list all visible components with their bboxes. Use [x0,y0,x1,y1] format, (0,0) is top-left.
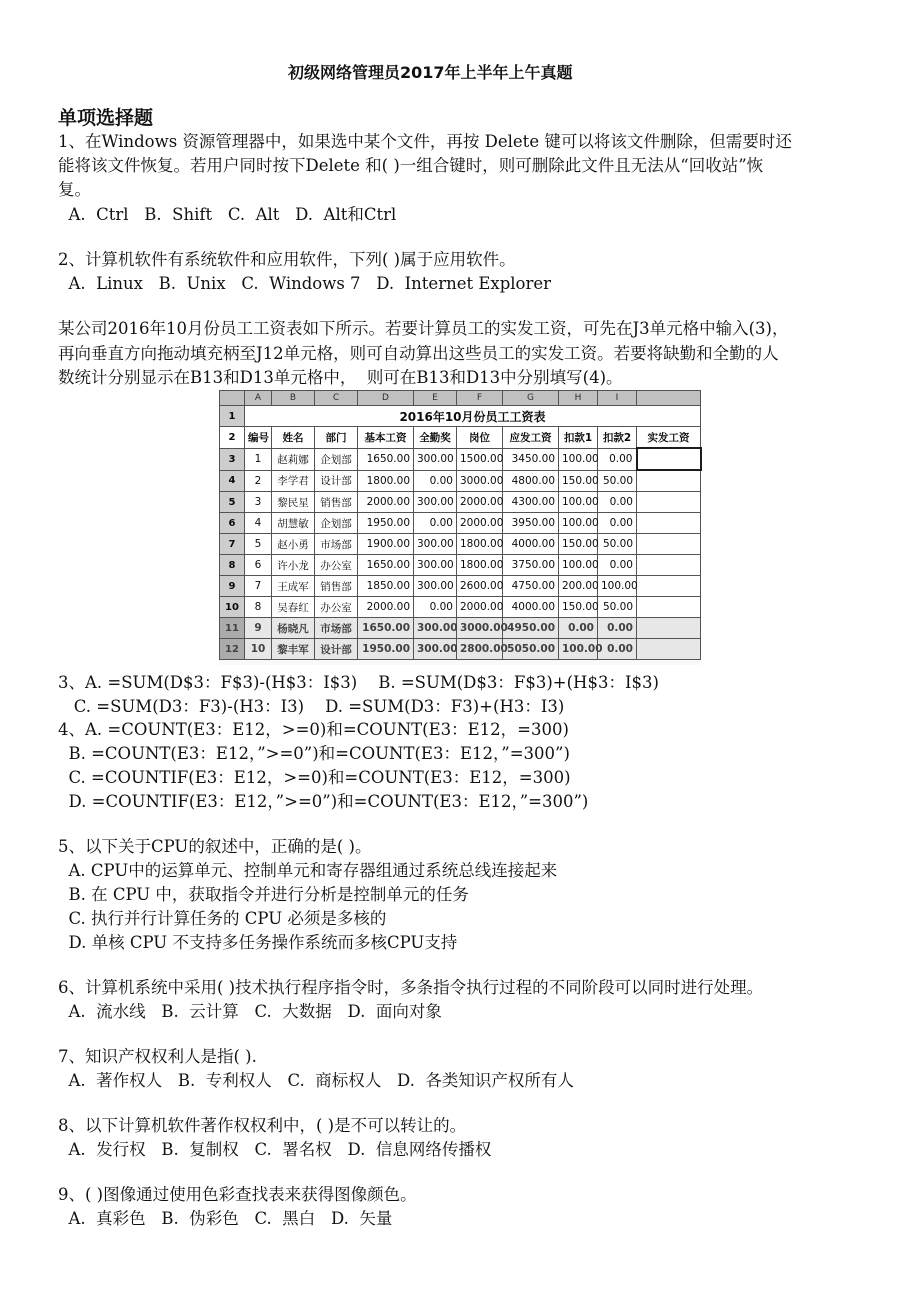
table-cell: 设计部 [315,639,358,660]
header-cell: 岗位 [457,427,503,449]
row-number: 10 [220,597,245,618]
question-4-line-4: D. =COUNTIF(E3：E12，”>=0”)和=COUNT(E3：E12，”=300”) [58,792,589,811]
net-salary-cell [637,618,701,639]
question-7-text: 7、知识产权权利人是指( ). [58,1047,257,1066]
table-cell: 4800.00 [503,470,559,492]
section-title: 单项选择题 [58,107,154,129]
sheet-title: 2016年10月份员工工资表 [245,406,701,427]
table-cell: 2000.00 [457,513,503,534]
corner-cell [220,391,245,406]
question-5-line-4: C. 执行并行计算任务的 CPU 必须是多核的 [58,909,387,928]
table-cell: 2000.00 [457,597,503,618]
salary-table [219,390,702,660]
table-row [220,597,701,618]
table-cell: 1 [245,448,272,470]
table-cell: 赵莉娜 [272,448,315,470]
column-letter: E [414,391,457,406]
table-cell: 1650.00 [358,448,414,470]
question-5-line-2: A. CPU中的运算单元、控制单元和寄存器组通过系统总线连接起来 [58,861,558,880]
table-cell: 5050.00 [503,639,559,660]
table-cell: 市场部 [315,618,358,639]
question-1-line-3: 复。 [58,180,91,199]
row-number: 4 [220,470,245,492]
table-cell: 300.00 [414,555,457,576]
table-cell: 50.00 [598,534,637,555]
table-cell: 3 [245,492,272,513]
intro-line-1: 某公司2016年10月份员工工资表如下所示。若要计算员工的实发工资，可先在J3单元格中输入(3)， [58,319,789,338]
table-cell: 9 [245,618,272,639]
table-cell: 2000.00 [358,492,414,513]
table-cell: 销售部 [315,576,358,597]
table-cell: 4750.00 [503,576,559,597]
header-cell: 姓名 [272,427,315,449]
table-row [220,618,701,639]
column-letters-row [220,391,701,406]
header-cell: 扣款1 [559,427,598,449]
table-cell: 300.00 [414,618,457,639]
header-row [220,427,701,449]
table-cell: 200.00 [559,576,598,597]
question-1-options: A. Ctrl B. Shift C. Alt D. Alt和Ctrl [58,205,397,224]
table-cell: 300.00 [414,492,457,513]
table-row [220,576,701,597]
table-row [220,639,701,660]
row-number: 12 [220,639,245,660]
question-9-text: 9、( )图像通过使用色彩查找表来获得图像颜色。 [58,1185,417,1204]
table-cell: 100.00 [598,576,637,597]
table-cell: 0.00 [598,555,637,576]
table-cell: 1500.00 [457,448,503,470]
table-cell: 0.00 [559,618,598,639]
table-cell: 100.00 [559,492,598,513]
row-number: 3 [220,448,245,470]
table-cell: 3000.00 [457,470,503,492]
table-cell: 4950.00 [503,618,559,639]
column-letter: G [503,391,559,406]
table-cell: 50.00 [598,597,637,618]
row-number: 7 [220,534,245,555]
question-4-line-3: C. =COUNTIF(E3：E12，>=0)和=COUNT(E3：E12，=300) [58,768,571,787]
question-2-text: 2、计算机软件有系统软件和应用软件，下列( )属于应用软件。 [58,250,516,269]
table-cell: 4000.00 [503,534,559,555]
table-cell: 2000.00 [358,597,414,618]
table-cell: 2600.00 [457,576,503,597]
question-5-line-5: D. 单核 CPU 不支持多任务操作系统而多核CPU支持 [58,933,458,952]
table-cell: 黎丰军 [272,639,315,660]
question-5-line-1: 5、以下关于CPU的叙述中，正确的是( )。 [58,837,372,856]
question-2-options: A. Linux B. Unix C. Windows 7 D. Internet Explorer [58,274,552,293]
net-salary-cell [637,534,701,555]
table-cell: 王成军 [272,576,315,597]
column-letter [637,391,701,406]
question-6-options: A. 流水线 B. 云计算 C. 大数据 D. 面向对象 [58,1002,442,1021]
question-3-line-1: 3、A. =SUM(D$3：F$3)-(H$3：I$3) B. =SUM(D$3：F$3)+(H$3：I$3) [58,673,659,692]
table-cell: 企划部 [315,448,358,470]
table-cell: 市场部 [315,534,358,555]
table-cell: 3750.00 [503,555,559,576]
row-number: 1 [220,406,245,427]
question-1-line-1: 1、在Windows 资源管理器中，如果选中某个文件，再按 Delete 键可以将该文件删除，但需要时还 [58,132,792,151]
table-row [220,534,701,555]
table-cell: 1650.00 [358,555,414,576]
net-salary-cell [637,448,701,470]
table-cell: 50.00 [598,470,637,492]
table-cell: 胡慧敏 [272,513,315,534]
header-cell: 应发工资 [503,427,559,449]
table-cell: 黎民星 [272,492,315,513]
net-salary-cell [637,470,701,492]
sheet-body [220,448,701,660]
row-number: 6 [220,513,245,534]
question-9-options: A. 真彩色 B. 伪彩色 C. 黑白 D. 矢量 [58,1209,393,1228]
table-cell: 0.00 [414,513,457,534]
table-row [220,448,701,470]
table-cell: 杨晓凡 [272,618,315,639]
table-cell: 办公室 [315,597,358,618]
table-cell: 1800.00 [457,534,503,555]
table-cell: 100.00 [559,513,598,534]
header-cell: 扣款2 [598,427,637,449]
table-cell: 2000.00 [457,492,503,513]
table-cell: 8 [245,597,272,618]
net-salary-cell [637,513,701,534]
column-letter: I [598,391,637,406]
question-4-line-2: B. =COUNT(E3：E12，”>=0”)和=COUNT(E3：E12，”=300”) [58,744,570,763]
row-number: 5 [220,492,245,513]
row-number: 11 [220,618,245,639]
table-row [220,492,701,513]
document-title: 初级网络管理员2017年上半年上午真题 [288,63,573,82]
column-letter: B [272,391,315,406]
question-3-line-2: C. =SUM(D3：F3)-(H3：I3) D. =SUM(D3：F3)+(H3：I3) [58,697,565,716]
table-cell: 4 [245,513,272,534]
table-cell: 1800.00 [358,470,414,492]
net-salary-cell [637,576,701,597]
table-cell: 许小龙 [272,555,315,576]
table-cell: 4000.00 [503,597,559,618]
intro-line-3: 数统计分别显示在B13和D13单元格中， 则可在B13和D13中分别填写(4)。 [58,368,623,387]
table-cell: 6 [245,555,272,576]
table-cell: 300.00 [414,534,457,555]
table-cell: 0.00 [598,639,637,660]
row-number: 2 [220,427,245,449]
table-cell: 0.00 [598,618,637,639]
table-cell: 100.00 [559,639,598,660]
table-cell: 办公室 [315,555,358,576]
table-cell: 150.00 [559,534,598,555]
header-cell: 实发工资 [637,427,701,449]
net-salary-cell [637,555,701,576]
table-cell: 2800.00 [457,639,503,660]
table-cell: 4300.00 [503,492,559,513]
table-row [220,555,701,576]
salary-spreadsheet-image [219,390,700,665]
question-8-options: A. 发行权 B. 复制权 C. 署名权 D. 信息网络传播权 [58,1140,492,1159]
column-letter: H [559,391,598,406]
table-cell: 企划部 [315,513,358,534]
table-cell: 1850.00 [358,576,414,597]
table-cell: 3000.00 [457,618,503,639]
net-salary-cell [637,492,701,513]
table-cell: 赵小勇 [272,534,315,555]
table-cell: 0.00 [414,470,457,492]
intro-line-2: 再向垂直方向拖动填充柄至J12单元格，则可自动算出这些员工的实发工资。若要将缺勤和全勤的人 [58,344,779,363]
table-cell: 设计部 [315,470,358,492]
table-cell: 150.00 [559,470,598,492]
table-row [220,513,701,534]
table-cell: 0.00 [598,448,637,470]
table-cell: 100.00 [559,448,598,470]
header-cell: 部门 [315,427,358,449]
table-cell: 1800.00 [457,555,503,576]
sheet-title-row [220,406,701,427]
question-1-line-2: 能将该文件恢复。若用户同时按下Delete 和( )一组合键时，则可删除此文件且无法从“回收站”恢 [58,156,764,175]
row-number: 9 [220,576,245,597]
header-cell: 全勤奖 [414,427,457,449]
table-cell: 150.00 [559,597,598,618]
header-cell: 编号 [245,427,272,449]
table-cell: 1900.00 [358,534,414,555]
column-letter: D [358,391,414,406]
table-cell: 100.00 [559,555,598,576]
table-cell: 0.00 [598,513,637,534]
question-8-text: 8、以下计算机软件著作权权利中，( )是不可以转让的。 [58,1116,467,1135]
table-cell: 吴春红 [272,597,315,618]
table-cell: 300.00 [414,448,457,470]
table-cell: 300.00 [414,639,457,660]
column-letter: F [457,391,503,406]
column-letter: C [315,391,358,406]
header-cell: 基本工资 [358,427,414,449]
table-cell: 1950.00 [358,513,414,534]
question-5-line-3: B. 在 CPU 中，获取指令并进行分析是控制单元的任务 [58,885,469,904]
table-cell: 3950.00 [503,513,559,534]
table-cell: 李学君 [272,470,315,492]
question-6-text: 6、计算机系统中采用( )技术执行程序指令时，多条指令执行过程的不同阶段可以同时进行处理。 [58,978,764,997]
table-cell: 10 [245,639,272,660]
table-cell: 1950.00 [358,639,414,660]
table-cell: 300.00 [414,576,457,597]
net-salary-cell [637,597,701,618]
table-cell: 3450.00 [503,448,559,470]
table-row [220,470,701,492]
table-cell: 2 [245,470,272,492]
table-cell: 7 [245,576,272,597]
row-number: 8 [220,555,245,576]
table-cell: 5 [245,534,272,555]
question-4-line-1: 4、A. =COUNT(E3：E12，>=0)和=COUNT(E3：E12，=300) [58,720,569,739]
table-cell: 1650.00 [358,618,414,639]
table-cell: 销售部 [315,492,358,513]
table-cell: 0.00 [598,492,637,513]
table-cell: 0.00 [414,597,457,618]
net-salary-cell [637,639,701,660]
question-7-options: A. 著作权人 B. 专利权人 C. 商标权人 D. 各类知识产权所有人 [58,1071,574,1090]
column-letter: A [245,391,272,406]
